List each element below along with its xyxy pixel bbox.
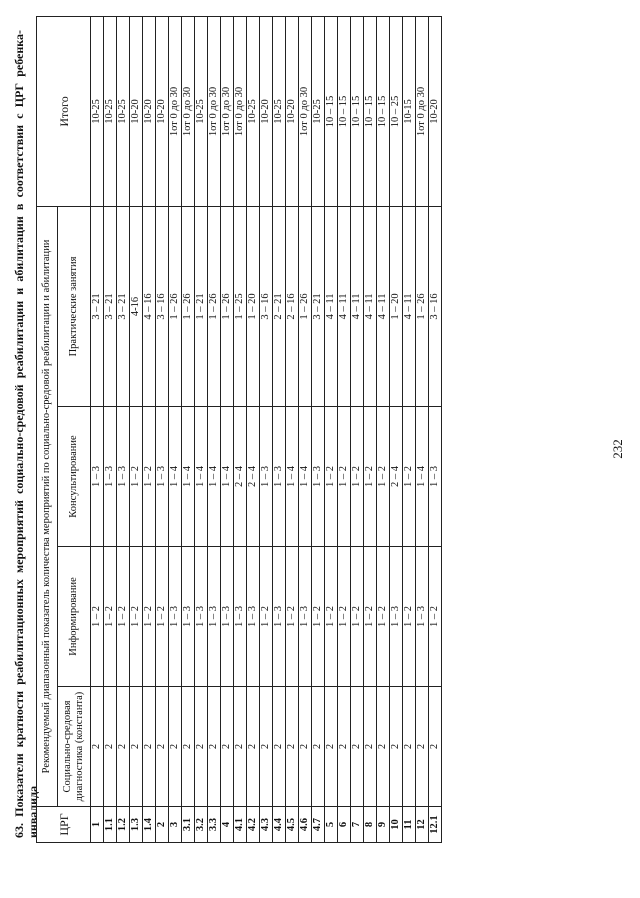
table-row (364, 16, 377, 842)
total-value: 10 – 15 (351, 16, 364, 206)
table-heading: 63. Показатели кратности реабилитационных мероприятий социально-средовой реабилитации и абилитации в соответствии с ЦРГ ребенка-инвалида (12, 30, 40, 838)
total-value: 10-25 (273, 16, 286, 206)
total-value: 10-25 (312, 16, 325, 206)
total-value: 1от 0 до 30 (299, 16, 312, 206)
crg-code: 1.2 (117, 807, 130, 843)
diagnostics-value: 2 (117, 687, 130, 807)
crg-code: 7 (351, 807, 364, 843)
diagnostics-value: 2 (312, 687, 325, 807)
crg-code: 5 (325, 807, 338, 843)
practical-value: 4 – 11 (325, 206, 338, 406)
diagnostics-value: 2 (143, 687, 156, 807)
practical-value: 1 – 25 (234, 206, 247, 406)
table-row (260, 16, 273, 842)
diagnostics-value: 2 (299, 687, 312, 807)
table-row (156, 16, 169, 842)
crg-code: 10 (390, 807, 403, 843)
crg-code: 3.2 (195, 807, 208, 843)
informing-value: 1 – 3 (273, 547, 286, 687)
crg-code: 11 (403, 807, 416, 843)
consulting-value: 1 – 2 (325, 407, 338, 547)
table-row (351, 16, 364, 842)
total-value: 10-25 (91, 16, 104, 206)
informing-value: 1 – 2 (364, 547, 377, 687)
diagnostics-value: 2 (364, 687, 377, 807)
practical-value: 3 – 21 (104, 206, 117, 406)
total-value: 1от 0 до 30 (221, 16, 234, 206)
informing-value: 1 – 3 (234, 547, 247, 687)
practical-value: 4-16 (130, 206, 143, 406)
header-informing: Информирование (58, 547, 91, 687)
crg-code: 4.2 (247, 807, 260, 843)
consulting-value: 2 – 4 (390, 407, 403, 547)
diagnostics-value: 2 (416, 687, 429, 807)
consulting-value: 1 – 2 (364, 407, 377, 547)
practical-value: 1 – 26 (299, 206, 312, 406)
diagnostics-value: 2 (104, 687, 117, 807)
table-row (221, 16, 234, 842)
diagnostics-value: 2 (182, 687, 195, 807)
table-row (208, 16, 221, 842)
consulting-value: 1 – 2 (351, 407, 364, 547)
consulting-value: 1 – 3 (91, 407, 104, 547)
diagnostics-value: 2 (195, 687, 208, 807)
crg-code: 1 (91, 807, 104, 843)
informing-value: 1 – 3 (390, 547, 403, 687)
consulting-value: 1 – 3 (273, 407, 286, 547)
table-row (273, 16, 286, 842)
table-row (325, 16, 338, 842)
practical-value: 2 – 21 (273, 206, 286, 406)
diagnostics-value: 2 (286, 687, 299, 807)
rehabilitation-table (36, 16, 442, 843)
page-number: 232 (610, 439, 625, 459)
header-total: Итого (37, 16, 91, 206)
informing-value: 1 – 3 (221, 547, 234, 687)
informing-value: 1 – 2 (325, 547, 338, 687)
table-row (182, 16, 195, 842)
practical-value: 4 – 11 (403, 206, 416, 406)
consulting-value: 1 – 3 (117, 407, 130, 547)
crg-code: 4.4 (273, 807, 286, 843)
consulting-value: 2 – 4 (234, 407, 247, 547)
consulting-value: 1 – 2 (377, 407, 390, 547)
table-row (416, 16, 429, 842)
consulting-value: 1 – 2 (130, 407, 143, 547)
practical-value: 1 – 26 (416, 206, 429, 406)
practical-value: 1 – 26 (182, 206, 195, 406)
diagnostics-value: 2 (247, 687, 260, 807)
crg-code: 4.1 (234, 807, 247, 843)
informing-value: 1 – 2 (403, 547, 416, 687)
consulting-value: 1 – 3 (312, 407, 325, 547)
consulting-value: 1 – 4 (416, 407, 429, 547)
diagnostics-value: 2 (234, 687, 247, 807)
crg-code: 4.7 (312, 807, 325, 843)
diagnostics-value: 2 (91, 687, 104, 807)
practical-value: 3 – 21 (312, 206, 325, 406)
informing-value: 1 – 3 (182, 547, 195, 687)
table-row (104, 16, 117, 842)
table-row (286, 16, 299, 842)
crg-code: 4.6 (299, 807, 312, 843)
practical-value: 4 – 11 (338, 206, 351, 406)
table-row (117, 16, 130, 842)
crg-code: 1.3 (130, 807, 143, 843)
crg-code: 2 (156, 807, 169, 843)
informing-value: 1 – 3 (416, 547, 429, 687)
practical-value: 1 – 21 (195, 206, 208, 406)
total-value: 10 – 15 (377, 16, 390, 206)
consulting-value: 1 – 4 (208, 407, 221, 547)
crg-code: 3.1 (182, 807, 195, 843)
practical-value: 4 – 16 (143, 206, 156, 406)
practical-value: 1 – 26 (169, 206, 182, 406)
practical-value: 3 – 16 (156, 206, 169, 406)
practical-value: 3 – 21 (91, 206, 104, 406)
diagnostics-value: 2 (338, 687, 351, 807)
table-body (91, 16, 442, 842)
consulting-value: 1 – 2 (143, 407, 156, 547)
consulting-value: 1 – 2 (338, 407, 351, 547)
consulting-value: 1 – 4 (182, 407, 195, 547)
total-value: 1от 0 до 30 (416, 16, 429, 206)
informing-value: 1 – 2 (312, 547, 325, 687)
informing-value: 1 – 2 (117, 547, 130, 687)
practical-value: 4 – 11 (351, 206, 364, 406)
practical-value: 1 – 20 (247, 206, 260, 406)
informing-value: 1 – 2 (130, 547, 143, 687)
total-value: 1от 0 до 30 (234, 16, 247, 206)
practical-value: 4 – 11 (364, 206, 377, 406)
informing-value: 1 – 2 (156, 547, 169, 687)
informing-value: 1 – 2 (351, 547, 364, 687)
total-value: 10-25 (117, 16, 130, 206)
table-row (390, 16, 403, 842)
diagnostics-value: 2 (130, 687, 143, 807)
consulting-value: 1 – 4 (299, 407, 312, 547)
informing-value: 1 – 2 (260, 547, 273, 687)
table-row (338, 16, 351, 842)
diagnostics-value: 2 (221, 687, 234, 807)
diagnostics-value: 2 (351, 687, 364, 807)
diagnostics-value: 2 (208, 687, 221, 807)
total-value: 10-20 (260, 16, 273, 206)
crg-code: 4 (221, 807, 234, 843)
total-value: 10-15 (403, 16, 416, 206)
consulting-value: 1 – 4 (221, 407, 234, 547)
total-value: 1от 0 до 30 (182, 16, 195, 206)
diagnostics-value: 2 (260, 687, 273, 807)
diagnostics-value: 2 (403, 687, 416, 807)
crg-code: 3.3 (208, 807, 221, 843)
diagnostics-value: 2 (169, 687, 182, 807)
consulting-value: 1 – 3 (104, 407, 117, 547)
table-row (299, 16, 312, 842)
table-row (429, 16, 442, 842)
consulting-value: 1 – 4 (169, 407, 182, 547)
practical-value: 3 – 16 (260, 206, 273, 406)
table-row (403, 16, 416, 842)
header-diagnostics: Социально-средовая диагностика (константа) (58, 687, 91, 807)
total-value: 10 – 25 (390, 16, 403, 206)
table-row (234, 16, 247, 842)
informing-value: 1 – 2 (143, 547, 156, 687)
diagnostics-value: 2 (156, 687, 169, 807)
consulting-value: 1 – 4 (195, 407, 208, 547)
consulting-value: 1 – 3 (429, 407, 442, 547)
total-value: 1от 0 до 30 (208, 16, 221, 206)
table-row (130, 16, 143, 842)
total-value: 10-20 (156, 16, 169, 206)
informing-value: 1 – 3 (299, 547, 312, 687)
total-value: 10-20 (130, 16, 143, 206)
table-row (195, 16, 208, 842)
practical-value: 1 – 20 (390, 206, 403, 406)
total-value: 10 – 15 (338, 16, 351, 206)
table-row (312, 16, 325, 842)
crg-code: 9 (377, 807, 390, 843)
total-value: 10-20 (143, 16, 156, 206)
crg-code: 3 (169, 807, 182, 843)
diagnostics-value: 2 (377, 687, 390, 807)
header-recommended-range: Рекомендуемый диапазонный показатель количества мероприятий по социально-средовой реабилитации и абилитации (37, 206, 58, 806)
informing-value: 1 – 3 (169, 547, 182, 687)
total-value: 10-25 (195, 16, 208, 206)
practical-value: 3 – 16 (429, 206, 442, 406)
table-row (143, 16, 156, 842)
total-value: 10-25 (247, 16, 260, 206)
informing-value: 1 – 3 (247, 547, 260, 687)
crg-code: 6 (338, 807, 351, 843)
header-practical: Практические занятия (58, 206, 91, 406)
consulting-value: 1 – 4 (286, 407, 299, 547)
practical-value: 3 – 21 (117, 206, 130, 406)
informing-value: 1 – 3 (208, 547, 221, 687)
consulting-value: 1 – 2 (403, 407, 416, 547)
crg-code: 1.4 (143, 807, 156, 843)
informing-value: 1 – 2 (91, 547, 104, 687)
total-value: 1от 0 до 30 (169, 16, 182, 206)
informing-value: 1 – 2 (286, 547, 299, 687)
practical-value: 4 – 11 (377, 206, 390, 406)
table-row (91, 16, 104, 842)
diagnostics-value: 2 (325, 687, 338, 807)
table-row (377, 16, 390, 842)
diagnostics-value: 2 (273, 687, 286, 807)
crg-code: 12 (416, 807, 429, 843)
practical-value: 1 – 26 (221, 206, 234, 406)
total-value: 10-20 (286, 16, 299, 206)
diagnostics-value: 2 (429, 687, 442, 807)
crg-code: 4.3 (260, 807, 273, 843)
informing-value: 1 – 2 (377, 547, 390, 687)
diagnostics-value: 2 (390, 687, 403, 807)
informing-value: 1 – 3 (195, 547, 208, 687)
crg-code: 12.1 (429, 807, 442, 843)
informing-value: 1 – 2 (104, 547, 117, 687)
practical-value: 1 – 26 (208, 206, 221, 406)
header-crg: ЦРГ (37, 807, 91, 843)
total-value: 10 – 15 (364, 16, 377, 206)
total-value: 10 – 15 (325, 16, 338, 206)
total-value: 10-25 (104, 16, 117, 206)
table-row (247, 16, 260, 842)
crg-code: 4.5 (286, 807, 299, 843)
consulting-value: 2 – 4 (247, 407, 260, 547)
total-value: 10-20 (429, 16, 442, 206)
header-consulting: Консультирование (58, 407, 91, 547)
consulting-value: 1 – 3 (156, 407, 169, 547)
crg-code: 1.1 (104, 807, 117, 843)
informing-value: 1 – 2 (429, 547, 442, 687)
crg-code: 8 (364, 807, 377, 843)
informing-value: 1 – 2 (338, 547, 351, 687)
consulting-value: 1 – 3 (260, 407, 273, 547)
practical-value: 2 – 16 (286, 206, 299, 406)
table-row (169, 16, 182, 842)
